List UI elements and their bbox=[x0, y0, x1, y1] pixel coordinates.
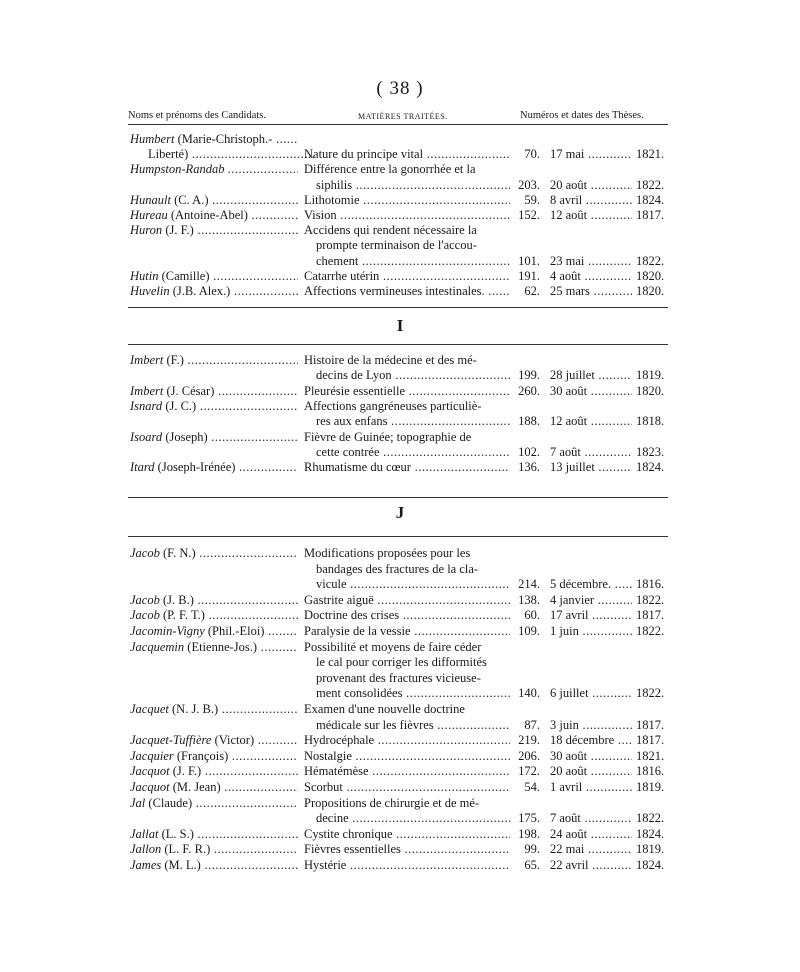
thesis-subject: Scorbut ..... bbox=[304, 779, 510, 795]
candidate-given-name: (Victor) bbox=[214, 733, 255, 748]
candidate-given-name: (L. F. R.) bbox=[164, 842, 211, 857]
thesis-number: 70. bbox=[524, 147, 540, 162]
candidate-given-name: (J. B.) bbox=[162, 592, 194, 607]
candidate-name bbox=[130, 131, 298, 147]
thesis-subject: prompte terminaison de l'accou- bbox=[316, 238, 477, 253]
candidate-name bbox=[130, 607, 298, 623]
table-row bbox=[0, 561, 800, 577]
section-letter: J bbox=[395, 503, 405, 522]
thesis-subject: cette contrée ..... bbox=[316, 444, 510, 460]
candidate-name bbox=[130, 779, 298, 795]
candidate-name bbox=[130, 545, 298, 561]
candidate-surname: Hureau bbox=[130, 208, 168, 222]
table-row bbox=[0, 826, 800, 842]
thesis-number: 138. bbox=[518, 592, 540, 607]
table-row bbox=[0, 576, 800, 592]
candidate-name bbox=[130, 161, 298, 177]
candidate-surname: Jacob bbox=[130, 546, 160, 560]
candidate-name bbox=[130, 639, 298, 655]
thesis-year: 1819. bbox=[636, 368, 665, 383]
thesis-subject: Paralysie de la vessie ..... bbox=[304, 623, 510, 639]
thesis-date: 22 avril ..... bbox=[550, 857, 632, 873]
table-row bbox=[0, 670, 800, 686]
thesis-year: 1824. bbox=[636, 460, 665, 475]
section-rule bbox=[128, 536, 668, 537]
table-row bbox=[0, 841, 800, 857]
candidate-name bbox=[130, 459, 298, 475]
thesis-year: 1821. bbox=[636, 147, 665, 162]
thesis-number: 198. bbox=[518, 826, 540, 841]
candidate-name bbox=[130, 283, 298, 299]
table-row bbox=[0, 253, 800, 269]
header-subjects: MATIÈRES TRAITÉES. bbox=[358, 112, 448, 121]
candidate-name bbox=[130, 192, 298, 208]
thesis-number: 203. bbox=[518, 177, 540, 192]
candidate-surname: Isoard bbox=[130, 429, 163, 444]
table-row bbox=[0, 237, 800, 253]
thesis-subject: Modifications proposées pour les bbox=[304, 546, 471, 560]
thesis-subject: Lithotomie ..... bbox=[304, 192, 510, 208]
thesis-year: 1819. bbox=[636, 780, 665, 794]
candidate-name bbox=[130, 701, 298, 717]
thesis-subject: Gastrite aiguë ..... bbox=[304, 592, 510, 608]
candidate-name bbox=[130, 763, 298, 779]
candidate-name bbox=[130, 826, 298, 842]
candidate-surname: Jacquier bbox=[130, 748, 174, 763]
thesis-subject: Hématémèse ..... bbox=[304, 763, 510, 779]
thesis-number: 136. bbox=[518, 460, 540, 475]
thesis-number: 152. bbox=[518, 208, 540, 222]
candidate-name bbox=[148, 146, 316, 162]
table-row bbox=[0, 685, 800, 701]
thesis-date: 30 août ..... bbox=[550, 748, 632, 764]
thesis-subject: chement ..... bbox=[316, 253, 510, 269]
candidate-name bbox=[130, 857, 298, 873]
candidate-surname: Jacquot bbox=[130, 780, 170, 794]
thesis-subject: Fièvres essentielles ..... bbox=[304, 841, 510, 857]
thesis-year: 1823. bbox=[636, 444, 665, 459]
thesis-subject: bandages des fractures de la cla- bbox=[316, 561, 479, 576]
candidate-given-name: (J. César) bbox=[166, 383, 215, 398]
table-row bbox=[0, 701, 800, 717]
thesis-subject: Pleurésie essentielle ..... bbox=[304, 383, 510, 399]
candidate-given-name: (M. Jean) bbox=[172, 780, 221, 794]
thesis-subject: Différence entre la gonorrhée et la bbox=[304, 162, 476, 177]
thesis-date: 4 janvier ..... bbox=[550, 592, 632, 608]
candidate-given-name: (François) bbox=[176, 748, 229, 763]
candidate-given-name: (F. N.) bbox=[162, 546, 196, 560]
candidate-given-name: Liberté) bbox=[148, 147, 189, 162]
thesis-date: 7 août ..... bbox=[550, 810, 632, 826]
thesis-subject: Nostalgie ..... bbox=[304, 748, 510, 764]
table-row bbox=[0, 857, 800, 873]
candidate-surname: Hutin bbox=[130, 268, 159, 283]
thesis-date: 3 juin ..... bbox=[550, 717, 632, 733]
candidate-surname: Itard bbox=[130, 460, 155, 475]
thesis-date: 13 juillet ..... bbox=[550, 459, 632, 475]
table-row bbox=[0, 623, 800, 639]
thesis-number: 54. bbox=[524, 780, 540, 794]
candidate-name bbox=[130, 841, 298, 857]
table-row bbox=[0, 732, 800, 748]
thesis-year: 1824. bbox=[636, 858, 665, 872]
thesis-subject: Fièvre de Guinée; topographie de bbox=[304, 429, 472, 444]
thesis-number: 59. bbox=[524, 192, 540, 207]
thesis-number: 60. bbox=[524, 608, 540, 623]
table-row bbox=[0, 192, 800, 208]
thesis-date: 12 août ..... bbox=[550, 207, 632, 223]
candidate-given-name: (M. L.) bbox=[164, 858, 201, 872]
thesis-number: 188. bbox=[518, 414, 540, 429]
thesis-date: 12 août ..... bbox=[550, 413, 632, 429]
candidate-surname: Jacquet bbox=[130, 702, 169, 716]
thesis-subject: res aux enfans ..... bbox=[316, 413, 510, 429]
candidate-surname: Jacquet-Tuffière bbox=[130, 733, 212, 748]
thesis-year: 1822. bbox=[636, 624, 665, 638]
candidate-surname: Huvelin bbox=[130, 284, 170, 298]
table-row bbox=[0, 268, 800, 284]
candidate-given-name: (N. J. B.) bbox=[172, 702, 219, 716]
thesis-subject: Affections gangréneuses particuliè- bbox=[304, 398, 482, 413]
table-row bbox=[0, 748, 800, 764]
thesis-date: 18 décembre ..... bbox=[550, 732, 632, 748]
thesis-subject: decins de Lyon ..... bbox=[316, 367, 510, 383]
candidate-name bbox=[130, 592, 298, 608]
thesis-subject: Cystite chronique ..... bbox=[304, 826, 510, 842]
thesis-date: 20 août ..... bbox=[550, 763, 632, 779]
thesis-number: 65. bbox=[524, 858, 540, 872]
thesis-year: 1816. bbox=[636, 764, 665, 779]
thesis-date: 7 août ..... bbox=[550, 444, 632, 460]
thesis-number: 99. bbox=[524, 842, 540, 857]
candidate-given-name: (Antoine-Abel) bbox=[170, 208, 248, 222]
table-row bbox=[0, 763, 800, 779]
candidate-name bbox=[130, 623, 298, 639]
candidate-given-name: (F.) bbox=[166, 353, 184, 367]
table-row bbox=[0, 779, 800, 795]
section-rule bbox=[128, 307, 668, 308]
header-numbers: Numéros et dates des Thèses. bbox=[520, 110, 644, 121]
candidate-surname: Isnard bbox=[130, 398, 163, 413]
thesis-date: 1 juin ..... bbox=[550, 623, 632, 639]
thesis-number: 191. bbox=[518, 268, 540, 283]
table-row bbox=[0, 131, 800, 147]
thesis-number: 62. bbox=[524, 284, 540, 298]
candidate-given-name: (Marie-Christoph.- bbox=[177, 132, 273, 146]
section-rule bbox=[128, 344, 668, 345]
thesis-year: 1817. bbox=[636, 608, 665, 623]
table-row bbox=[0, 459, 800, 475]
thesis-date: 20 août ..... bbox=[550, 177, 632, 193]
candidate-name bbox=[130, 398, 298, 414]
thesis-date: 24 août ..... bbox=[550, 826, 632, 842]
thesis-subject: Histoire de la médecine et des mé- bbox=[304, 353, 477, 367]
thesis-number: 140. bbox=[518, 686, 540, 701]
thesis-subject: provenant des fractures vicieuse- bbox=[316, 670, 481, 685]
candidate-given-name: (J. C.) bbox=[165, 398, 197, 413]
candidate-name bbox=[130, 795, 298, 811]
candidate-name bbox=[130, 748, 298, 764]
candidate-surname: Humpston-Randab bbox=[130, 162, 225, 177]
candidate-surname: Jacomin-Vigny bbox=[130, 624, 205, 638]
thesis-year: 1820. bbox=[636, 284, 665, 298]
thesis-subject: Examen d'une nouvelle doctrine bbox=[304, 702, 465, 716]
candidate-surname: Huron bbox=[130, 223, 163, 238]
table-row bbox=[0, 545, 800, 561]
thesis-subject: Vision ..... bbox=[304, 207, 510, 223]
thesis-date: 22 mai ..... bbox=[550, 841, 632, 857]
table-row bbox=[0, 717, 800, 733]
section-letter: I bbox=[396, 316, 404, 335]
thesis-subject: Propositions de chirurgie et de mé- bbox=[304, 795, 480, 810]
thesis-number: 175. bbox=[518, 811, 540, 826]
candidate-given-name: (Claude) bbox=[148, 795, 193, 810]
candidate-surname: Jacob bbox=[130, 608, 160, 623]
candidate-surname: Hunault bbox=[130, 192, 171, 207]
thesis-number: 102. bbox=[518, 444, 540, 459]
table-row bbox=[0, 810, 800, 826]
thesis-year: 1822. bbox=[636, 177, 665, 192]
table-row bbox=[0, 429, 800, 445]
candidate-given-name: (Joseph-Irénée) bbox=[157, 460, 236, 475]
table-row bbox=[0, 398, 800, 414]
candidate-surname: Jal bbox=[130, 795, 146, 810]
thesis-year: 1822. bbox=[636, 811, 665, 826]
thesis-date: 30 août ..... bbox=[550, 383, 632, 399]
thesis-year: 1817. bbox=[636, 733, 665, 748]
candidate-surname: Jacquemin bbox=[130, 639, 185, 654]
candidate-given-name: (J. F.) bbox=[165, 223, 194, 238]
thesis-subject: Hystérie ..... bbox=[304, 857, 510, 873]
thesis-year: 1820. bbox=[636, 383, 665, 398]
candidate-surname: Imbert bbox=[130, 383, 164, 398]
thesis-number: 109. bbox=[518, 624, 540, 638]
candidate-surname: Imbert bbox=[130, 353, 164, 367]
candidate-given-name: (P. F. T.) bbox=[162, 608, 205, 623]
thesis-date: 8 avril ..... bbox=[550, 192, 632, 208]
candidate-name bbox=[130, 222, 298, 238]
candidate-surname: Jallat bbox=[130, 826, 159, 841]
thesis-date: 1 avril ..... bbox=[550, 779, 632, 795]
thesis-year: 1824. bbox=[636, 826, 665, 841]
thesis-year: 1821. bbox=[636, 748, 665, 763]
thesis-date: 28 juillet ..... bbox=[550, 367, 632, 383]
thesis-subject: Accidens qui rendent nécessaire la bbox=[304, 223, 477, 238]
candidate-given-name: (Phil.-Eloi) bbox=[207, 624, 265, 638]
candidate-given-name: (Etienne-Jos.) bbox=[187, 639, 258, 654]
thesis-date: 6 juillet ..... bbox=[550, 685, 632, 701]
thesis-date: 17 mai ..... bbox=[550, 146, 632, 162]
table-row bbox=[0, 639, 800, 655]
candidate-given-name: (C. A.) bbox=[174, 192, 209, 207]
thesis-number: 87. bbox=[524, 717, 540, 732]
thesis-subject: Rhumatisme du cœur ..... bbox=[304, 459, 510, 475]
thesis-subject: médicale sur les fièvres ..... bbox=[316, 717, 510, 733]
table-row bbox=[0, 444, 800, 460]
thesis-year: 1817. bbox=[636, 208, 665, 222]
table-row bbox=[0, 607, 800, 623]
thesis-subject: Affections vermineuses intestinales. ..... bbox=[304, 283, 510, 299]
thesis-year: 1822. bbox=[636, 686, 665, 701]
table-row bbox=[0, 592, 800, 608]
table-row bbox=[0, 161, 800, 177]
table-row bbox=[0, 383, 800, 399]
thesis-date: 25 mars ..... bbox=[550, 283, 632, 299]
candidate-surname: James bbox=[130, 858, 162, 872]
candidate-surname: Humbert bbox=[130, 132, 175, 146]
candidate-name bbox=[130, 352, 298, 368]
candidate-surname: Jallon bbox=[130, 842, 162, 857]
candidate-name bbox=[130, 383, 298, 399]
thesis-subject: Doctrine des crises ..... bbox=[304, 607, 510, 623]
table-row bbox=[0, 352, 800, 368]
header-names: Noms et prénoms des Candidats. bbox=[128, 110, 266, 121]
thesis-subject: siphilis ..... bbox=[316, 177, 510, 193]
thesis-subject: Catarrhe utérin ..... bbox=[304, 268, 510, 284]
header-rule bbox=[128, 124, 668, 125]
thesis-year: 1822. bbox=[636, 592, 665, 607]
thesis-number: 214. bbox=[518, 577, 540, 592]
candidate-given-name: (Camille) bbox=[161, 268, 210, 283]
thesis-year: 1816. bbox=[636, 577, 665, 592]
thesis-year: 1817. bbox=[636, 717, 665, 732]
page-number: ( 38 ) bbox=[376, 78, 424, 99]
table-row bbox=[0, 177, 800, 193]
thesis-number: 172. bbox=[518, 764, 540, 779]
table-row bbox=[0, 207, 800, 223]
candidate-given-name: (L. S.) bbox=[161, 826, 194, 841]
thesis-year: 1820. bbox=[636, 268, 665, 283]
table-row bbox=[0, 283, 800, 299]
table-row bbox=[0, 413, 800, 429]
table-row bbox=[0, 654, 800, 670]
candidate-given-name: (J.B. Alex.) bbox=[172, 284, 231, 298]
table-row bbox=[0, 146, 800, 162]
thesis-date: 4 août ..... bbox=[550, 268, 632, 284]
candidate-given-name: (J. F.) bbox=[172, 764, 202, 779]
section-rule bbox=[128, 497, 668, 498]
candidate-given-name: (Joseph) bbox=[165, 429, 208, 444]
table-row bbox=[0, 222, 800, 238]
thesis-year: 1819. bbox=[636, 842, 665, 857]
thesis-date: 17 avril ..... bbox=[550, 607, 632, 623]
candidate-name bbox=[130, 732, 298, 748]
thesis-number: 101. bbox=[518, 253, 540, 268]
thesis-subject: Hydrocéphale ..... bbox=[304, 732, 510, 748]
candidate-surname: Jacob bbox=[130, 592, 160, 607]
thesis-subject: Possibilité et moyens de faire céder bbox=[304, 639, 482, 654]
thesis-subject: decine ..... bbox=[316, 810, 510, 826]
candidate-name bbox=[130, 268, 298, 284]
thesis-date: 5 décembre. ..... bbox=[550, 576, 632, 592]
thesis-number: 206. bbox=[518, 748, 540, 763]
thesis-year: 1822. bbox=[636, 253, 665, 268]
thesis-date: 23 mai ..... bbox=[550, 253, 632, 269]
thesis-subject: Nature du principe vital ..... bbox=[304, 146, 510, 162]
thesis-number: 199. bbox=[518, 368, 540, 383]
thesis-year: 1818. bbox=[636, 414, 665, 429]
candidate-name bbox=[130, 429, 298, 445]
candidate-surname: Jacquot bbox=[130, 764, 170, 779]
thesis-year: 1824. bbox=[636, 192, 665, 207]
table-row bbox=[0, 367, 800, 383]
candidate-name bbox=[130, 207, 298, 223]
thesis-subject: ment consolidées ..... bbox=[316, 685, 510, 701]
thesis-number: 219. bbox=[518, 733, 540, 748]
thesis-number: 260. bbox=[518, 383, 540, 398]
thesis-subject: vicule ..... bbox=[316, 576, 510, 592]
thesis-subject: le cal pour corriger les difformités bbox=[316, 655, 487, 670]
table-row bbox=[0, 795, 800, 811]
